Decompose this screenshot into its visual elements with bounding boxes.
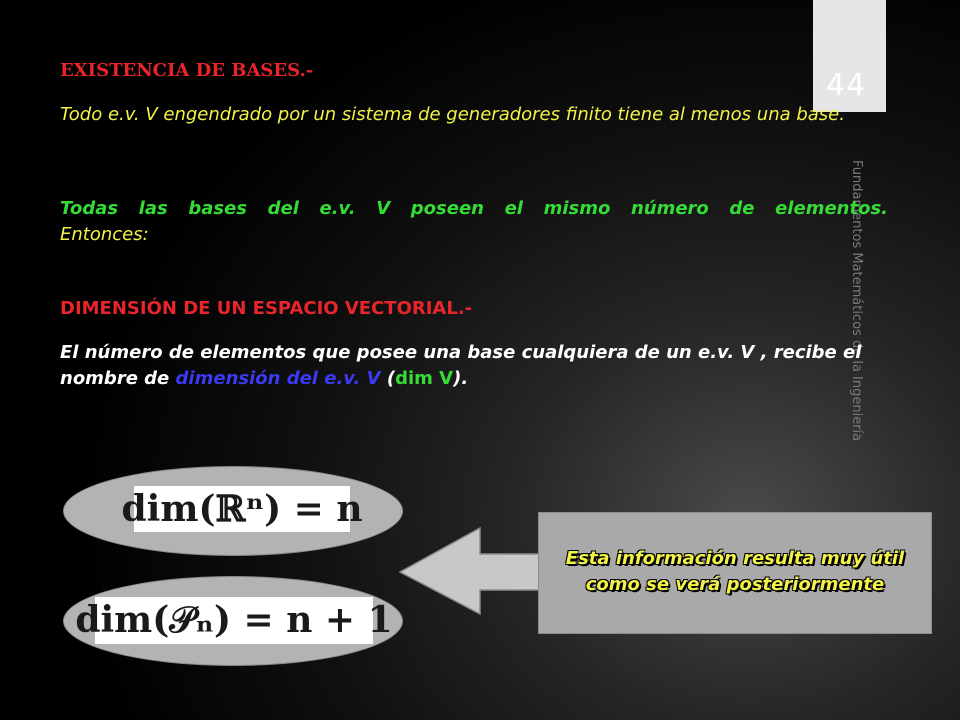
definition-term: dimensión del e.v. V [175,368,381,389]
definition-text-c: ( [380,368,396,389]
paragraph-dimension-definition [60,340,888,392]
info-note-line2: como se verá posteriormente [585,574,885,595]
info-note-line1: Esta información resulta muy útil [565,548,905,569]
dimension-heading: DIMENSIÓN DE UN ESPACIO VECTORIAL.- [60,298,473,319]
paragraph-existence: Todo e.v. V engendrado por un sistema de generadores finito tiene al menos una base. [60,104,845,125]
definition-text-a: El número de elementos que posee una base cualquiera de un e.v. V , recibe el nombre de [60,342,862,389]
paragraph-entonces: Entonces: [60,224,149,245]
definition-text-e: ). [453,368,469,389]
paragraph-bases [60,196,888,222]
formula-dim-rn: dim(ℝⁿ) = n [121,488,363,530]
info-note [530,546,940,598]
section-title: EXISTENCIA DE BASES.- [60,60,314,81]
left-arrow-icon [398,526,548,616]
vertical-footer: Fundamentos Matemáticos de la Ingeniería [849,160,864,442]
paragraph-bases-text: Todas las bases del e.v. V poseen el mismo número de elementos. [60,198,888,219]
formula-dim-pn: dim(𝒫ₙ) = n + 1 [95,597,373,644]
definition-notation: dim V [395,368,454,389]
page-number: 44 [826,68,867,103]
